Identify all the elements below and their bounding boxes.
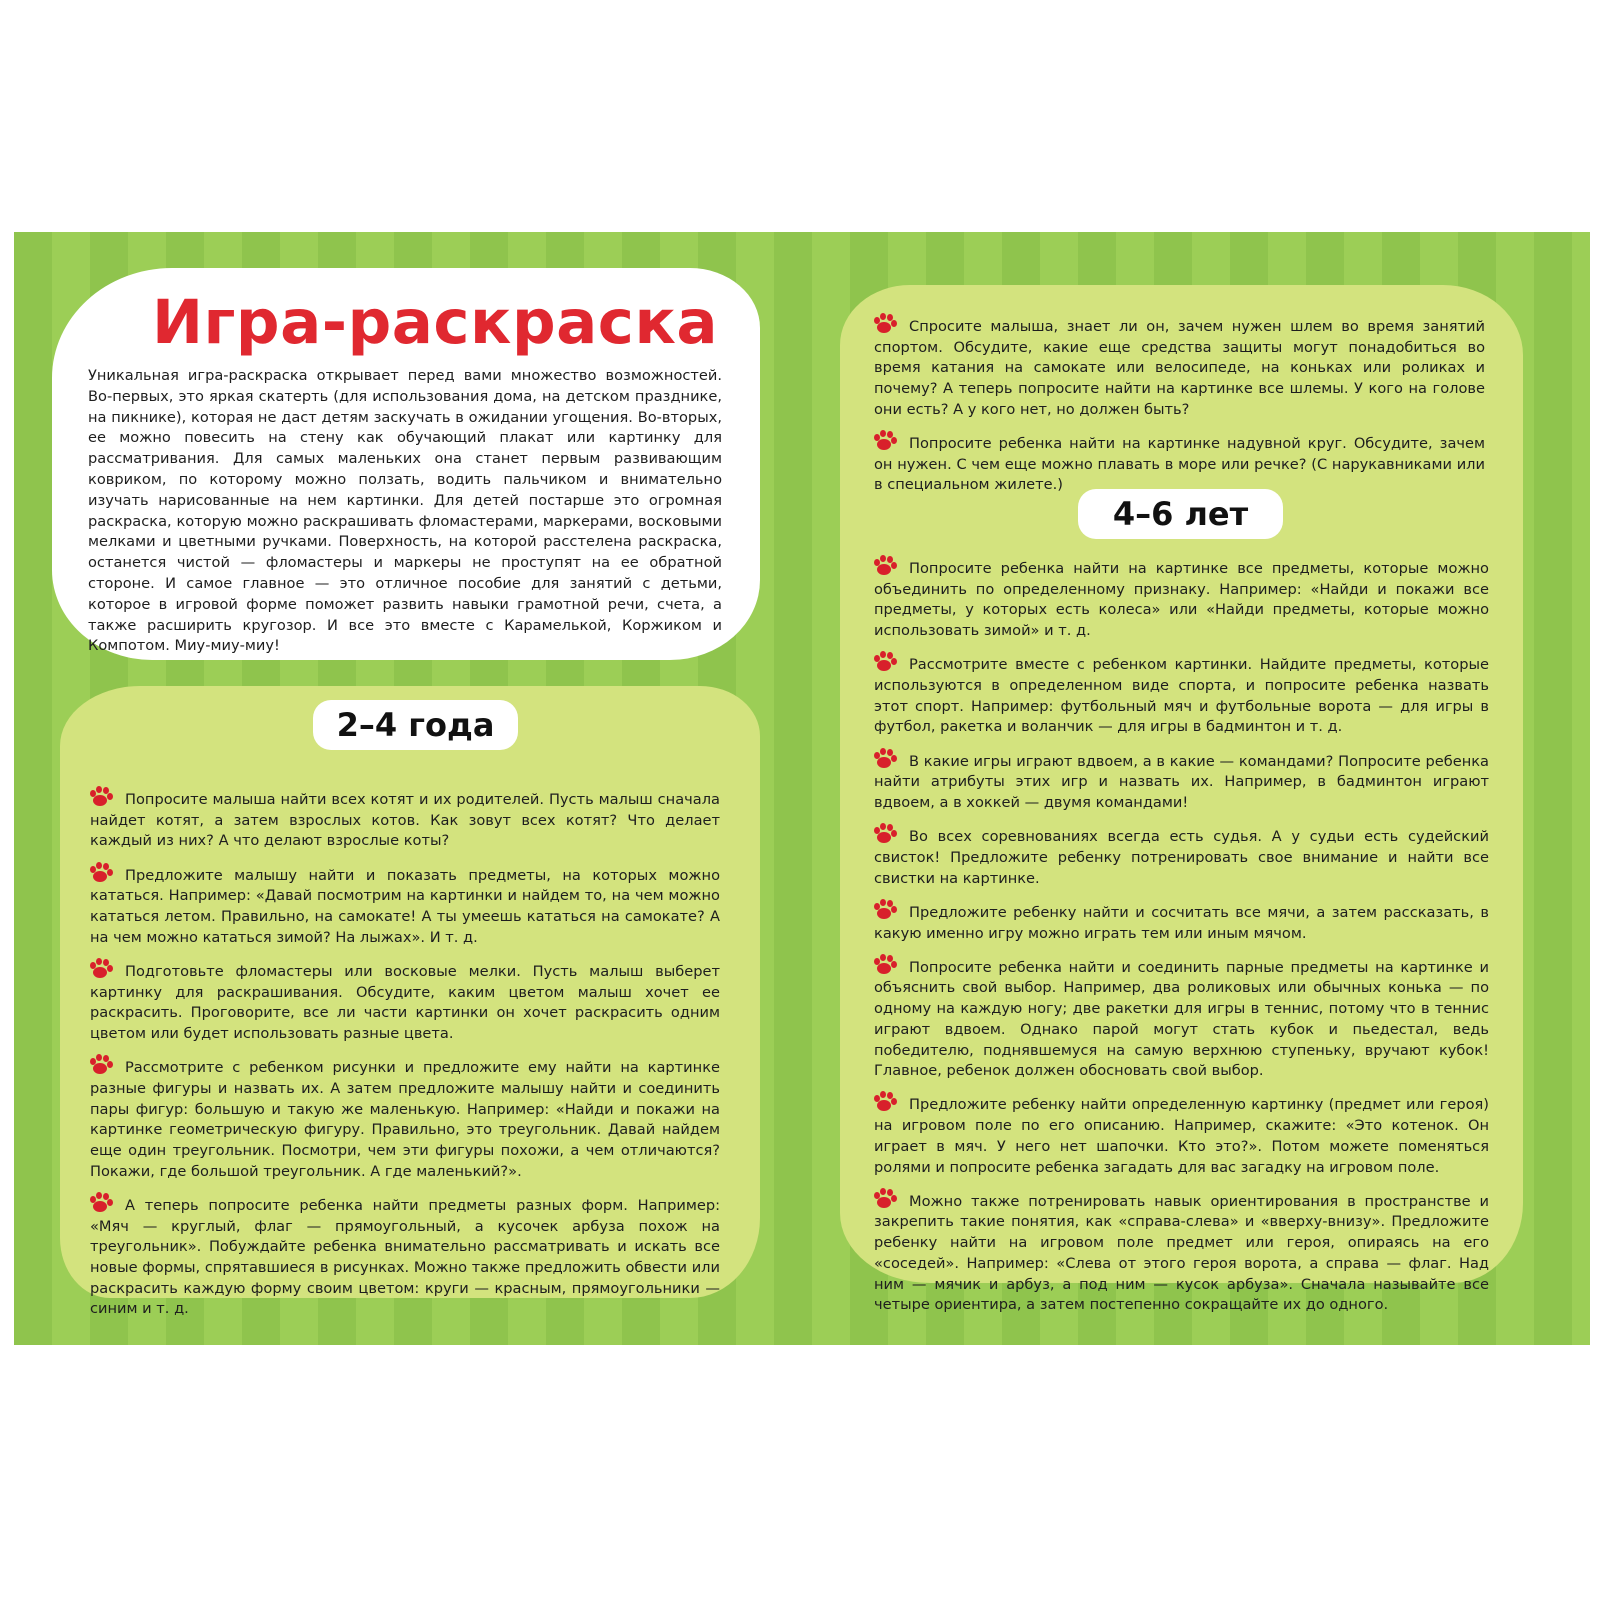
age-2-4-tips [90, 786, 720, 1320]
paw-print-icon [90, 1192, 114, 1212]
paw-print-icon [874, 748, 898, 768]
paw-print-icon [90, 958, 114, 978]
paw-print-icon [90, 786, 114, 806]
tip-text: А теперь попросите ребенка найти предметы разных форм. Например: «Мяч — круглый, флаг — прямоугольный, а кусочек арбуза похож на треугольник». Побуждайте ребенка внимательно рассматривать и искать все новые формы, спрятавшиеся в рисунках. Можно также предложить обвести или раскрасить каждую форму своим цветом: круги — красным, прямоугольники — синим и т. д. [90, 1196, 720, 1318]
tip-item [90, 958, 720, 1045]
tip-item [874, 555, 1489, 642]
age-4-6-tips [874, 555, 1489, 1326]
age-4-6-heading: 4–6 лет [1078, 489, 1283, 539]
tip-text: Попросите ребенка найти на картинке все предметы, которые можно объединить по определенному признаку. Например: «Найди и покажи все предметы, у которых есть колеса» или «Найди предметы, которые можно использовать зимой» и т. д. [874, 560, 1489, 640]
tip-item [874, 823, 1489, 889]
tip-text: Рассмотрите вместе с ребенком картинки. Найдите предметы, которые используются в определенном виде спорта, и попросите ребенка назвать этот спорт. Например: футбольный мяч и футбольные ворота — для игры в футбол, ракетка и воланчик — для игры в бадминтон и т. д. [874, 656, 1489, 736]
paw-print-icon [90, 862, 114, 882]
paw-print-icon [90, 1054, 114, 1074]
age-2-4-heading: 2–4 года [313, 700, 518, 750]
paw-print-icon [874, 823, 898, 843]
paw-print-icon [874, 954, 898, 974]
tip-item [90, 786, 720, 852]
paw-print-icon [874, 430, 898, 450]
tip-text: В какие игры играют вдвоем, а в какие — командами? Попросите ребенка найти атрибуты этих игр и назвать их. Например, в бадминтон играют вдвоем, а в хоккей — двумя командами! [874, 752, 1489, 812]
age-2-4-panel [60, 686, 760, 1318]
tip-text: Во всех соревнованиях всегда есть судья. А у судьи есть судейский свисток! Предложите ребенку потренировать свое внимание и найти все свистки на картинке. [874, 828, 1489, 887]
paw-print-icon [874, 899, 898, 919]
tip-text: Спросите малыша, знает ли он, зачем нужен шлем во время занятий спортом. Обсудите, какие еще средства защиты могут понадобиться во время катания на самокате или велосипеде, на коньках или роликах и почему? А теперь попросите найти на картинке все шлемы. У кого на голове они есть? А у кого нет, но должен быть? [874, 318, 1485, 418]
tip-text: Предложите ребенку найти определенную картинку (предмет или героя) на игровом поле по его описанию. Например, скажите: «Это котенок. Он играет в мяч. У него нет шапочки. Кто это?». Потом можете поменяться ролями и попросите ребенка загадать для вас загадку на игровом поле. [874, 1096, 1489, 1176]
tip-item [874, 954, 1489, 1082]
page-title: Игра-раскраска [152, 287, 719, 358]
tip-text: Подготовьте фломастеры или восковые мелки. Пусть малыш выберет картинку для раскрашивания. Обсудите, каким цветом малыш хочет ее раскрасить. Проговорите, все ли части картинки он хочет раскрасить одним цветом или будет использовать разные цвета. [90, 962, 720, 1043]
tip-text: Можно также потренировать навык ориентирования в пространстве и закрепить такие понятия, как «справа-слева» и «вверху-внизу». Предложите ребенку найти на игровом поле предмет или героя, опираясь на его «соседей». Например: «Слева от этого героя ворота, а справа — флаг. Над ним — мячик и арбуз, а под ним — кусок арбуза». Сначала называйте все четыре ориентира, а затем постепенно сокращайте их до одного. [874, 1192, 1489, 1314]
tip-text: Предложите малышу найти и показать предметы, на которых можно кататься. Например: «Давай посмотрим на картинки и найдем то, на чем можно кататься летом. Правильно, на самокате! А ты умеешь кататься на самокате? А на чем можно кататься зимой? На лыжах». И т. д. [90, 866, 720, 946]
tip-item [874, 748, 1489, 814]
tip-item [90, 1054, 720, 1182]
tip-item [874, 430, 1485, 496]
intro-text: Уникальная игра-раскраска открывает перед вами множество возможностей. Во-первых, это яркая скатерть (для использования дома, на детском празднике, на пикнике), которая не даст детям заскучать в ожидании угощения. Во-вторых, ее можно повесить на стену как обучающий плакат или картинку для рассматривания. Для самых маленьких она станет первым развивающим ковриком, по которому можно ползать, водить пальчиком и внимательно изучать нарисованные на нем картинки. Для детей постарше это огромная раскраска, которую можно раскрашивать фломастерами, маркерами, восковыми мелками и цветными ручками. Поверхность, на которой расстелена раскраска, останется чистой — фломастеры и маркеры не проступят на ее обратной стороне. И самое главное — это отличное пособие для занятий с детьми, которое в игровой форме поможет развить навыки грамотной речи, счета, а также расширить кругозор. И все это вместе с Карамелькой, Коржиком и Компотом. Миу-миу-миу! [88, 367, 722, 655]
paw-print-icon [874, 1188, 898, 1208]
tip-text: Попросите ребенка найти и соединить парные предметы на картинке и объяснить свой выбор. Например, два роликовых или обычных конька — по одному на каждую ногу; две ракетки для игры в теннис, потому что в теннис играют вдвоем. Однако парой могут стать кубок и пьедестал, ведь победителю, поднявшемуся на самую верхнюю ступеньку, вручают кубок! Главное, ребенок должен обосновать свой выбор. [874, 958, 1489, 1080]
paw-print-icon [874, 1091, 898, 1111]
tip-item [874, 313, 1485, 421]
tip-text: Предложите ребенку найти и сосчитать все мячи, а затем рассказать, в какую именно игру можно играть тем или иным мячом. [874, 903, 1489, 942]
right-top-tips [874, 313, 1485, 496]
tip-item [874, 899, 1489, 944]
tip-item [874, 651, 1489, 738]
tip-text: Рассмотрите с ребенком рисунки и предложите ему найти на картинке разные фигуры и назвать их. А затем предложите малышу найти и соединить пары фигур: большую и такую же маленькую. Например: «Найди и покажи на картинке геометрическую фигуру. Правильно, это треугольник. Давай найдем еще один треугольник. Посмотри, чем эти фигуры похожи, а чем отличаются? Покажи, где большой треугольник. А где маленький?». [90, 1059, 720, 1180]
tip-text: Попросите ребенка найти на картинке надувной круг. Обсудите, зачем он нужен. С чем еще можно плавать в море или речке? (С нарукавниками или в специальном жилете.) [874, 435, 1485, 494]
paw-print-icon [874, 651, 898, 671]
tip-item [90, 1192, 720, 1320]
tip-item [90, 862, 720, 949]
paw-print-icon [874, 313, 898, 333]
tip-text: Попросите малыша найти всех котят и их родителей. Пусть малыш сначала найдет котят, а затем взрослых котов. Как зовут всех котят? Что делает каждый из них? А что делают взрослые коты? [90, 791, 720, 850]
tip-item [874, 1091, 1489, 1178]
tip-item [874, 1188, 1489, 1316]
paw-print-icon [874, 555, 898, 575]
